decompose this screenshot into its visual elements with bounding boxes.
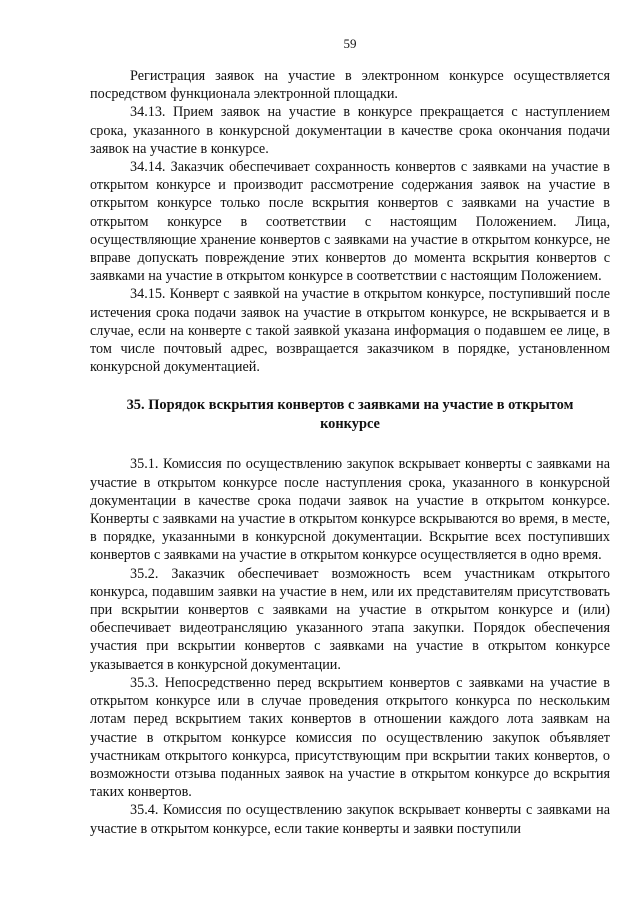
paragraph-34-14: 34.14. Заказчик обеспечивает сохранность конвертов с заявками на участие в открытом конкурсе и производит рассмотрение содержания заявок на участие в открытом конкурсе только после вскрытия конвертов с заявками на участие в открытом конкурсе в соответствии с настоящим Положением. Лица, осуществляющие хранение конвертов с заявками на участие в открытом конкурсе, не вправе допускать повреждение этих конвертов до момента вскрытия конвертов с заявками на участие в открытом конкурсе в соответствии с настоящим Положением.	[90, 159, 610, 285]
page-number: 59	[343, 36, 357, 51]
paragraph-registration: Регистрация заявок на участие в электронном конкурсе осуществляется посредством функционала электронной площадки.	[90, 68, 610, 103]
paragraph-34-15: 34.15. Конверт с заявкой на участие в открытом конкурсе, поступивший после истечения срока подачи заявок на участие в открытом конкурсе, не вскрывается и в случае, если на конверте с такой заявкой указана информация о подавшем ее лице, в том числе почтовый адрес, возвращается заказчиком в порядке, установленном конкурсной документацией.	[90, 286, 610, 376]
paragraph-35-1: 35.1. Комиссия по осуществлению закупок вскрывает конверты с заявками на участие в открытом конкурсе после наступления срока, указанного в конкурсной документации в качестве срока подачи заявок на участие в открытом конкурсе. Конверты с заявками на участие в открытом конкурсе вскрываются во время, в месте, в порядке, указанными в конкурсной документации. Вскрытие всех поступивших конвертов с заявками на участие в открытом конкурсе осуществляется в одно время.	[90, 456, 610, 564]
section-title-35: 35. Порядок вскрытия конвертов с заявками на участие в открытом конкурсе	[126, 397, 574, 432]
paragraph-35-4: 35.4. Комиссия по осуществлению закупок вскрывает конверты с заявками на участие в открытом конкурсе, если такие конверты и заявки поступили	[90, 802, 610, 837]
paragraph-35-2: 35.2. Заказчик обеспечивает возможность всем участникам открытого конкурса, подавшим заявки на участие в нем, или их представителям присутствовать при вскрытии конвертов с заявками на участие в открытом конкурсе и (или) обеспечивает видеотрансляцию указанного этапа закупки. Порядок обеспечения участия при вскрытии конвертов с заявками на участие в открытом конкурсе указывается в конкурсной документации.	[90, 565, 610, 673]
paragraph-35-3: 35.3. Непосредственно перед вскрытием конвертов с заявками на участие в открытом конкурсе или в случае проведения открытого конкурса по нескольким лотам перед вскрытием таких конвертов в отношении каждого лота заявкам на участие в открытом конкурсе комиссия по осуществлению закупок объявляет участникам открытого конкурса, присутствующим при вскрытии таких конвертов, о возможности отзыва поданных заявок на участие в открытом конкурсе до вскрытия таких конвертов.	[90, 674, 610, 801]
document-page	[90, 36, 610, 838]
paragraph-34-13: 34.13. Прием заявок на участие в конкурсе прекращается с наступлением срока, указанного в конкурсной документации в качестве срока окончания подачи заявок на участие в конкурсе.	[90, 104, 610, 157]
